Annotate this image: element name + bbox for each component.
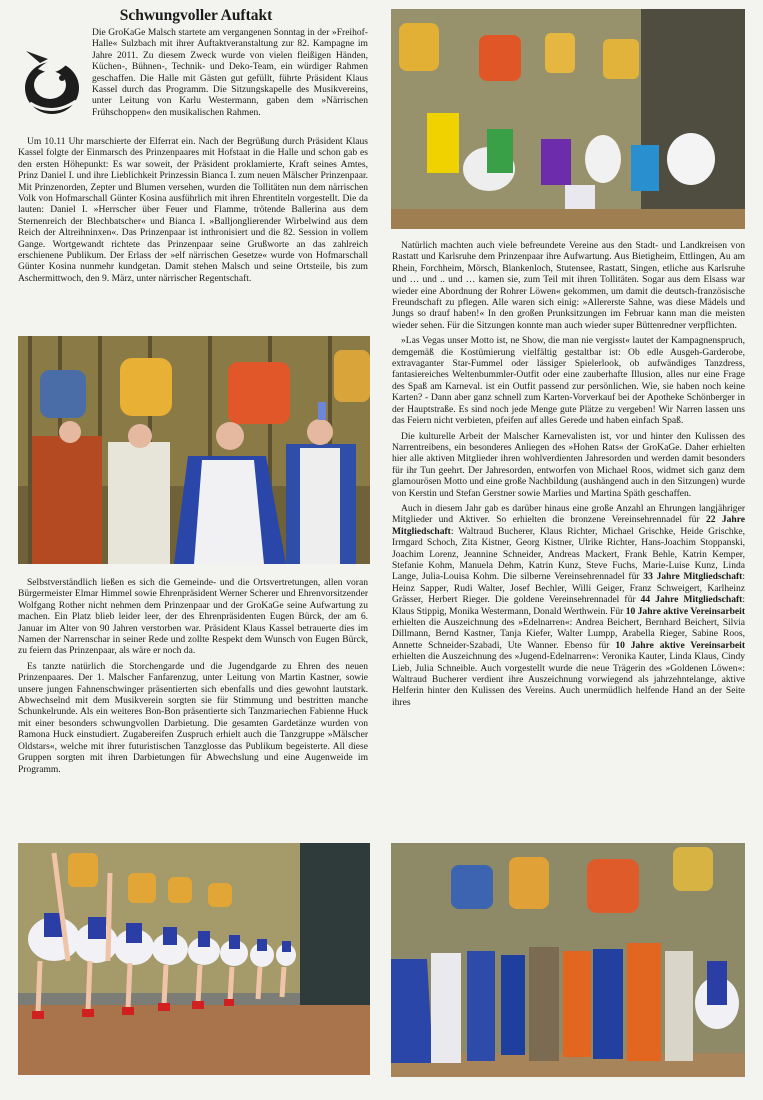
left-column-lower [18,577,368,779]
paragraph-motto: »Las Vegas unser Motto ist, ne Show, die man nie vergisst« lautet der Kampagnenspruch, demgemäß die Kostümierung vielfältig gestaltbar ist: Ob edle Ausgeh-Garderobe, extravaganter Star-Fummel oder lässiger Spielerlook, ob aufwändiges Tanzdress, fantasiereiches Weltenbummler-Outfit oder eine zauberhafte Illusion, alles nur eine Frage des Spaß am Karneval. ist ein Outfit passend zur persönlichen. Wie, sie haben noch keine Karten? - Dann aber ganz schnell zum Karten-Vorverkauf bei der Apotheke Schönberger in der Hauptstraße. Es sind noch jede Menge gute Plätze zu vergeben! Wir Narren lassen uns das Feiern nicht verbieten, pfeifen auf alles Gerede und haben einfach Spaß. [392,335,745,427]
honors-text-6: erhielten die Auszeichnung des »Jugend-Edelnarren«: Veronika Kauter, Linda Klaus, Cindy Lieb, Julia Schneible. Auch vorgestellt wurde die neue Trägerin des »Goldenen Löwen«: Waltraud Bucherer verdient ihre Auszeichnung vorwiegend als jahrzehntelange, aktive Helferin hinter den Kulissen des Vereins. Auch unermüdlich helfende Hand an der Seite ihres [392,651,745,708]
paragraph-honors [392,503,745,708]
paragraph-guests: Selbstverständlich ließen es sich die Gemeinde- und die Ortsvertretungen, allen voran Bürgermeister Elmar Himmel sowie Ehrenpräsident Werner Scherer und Ehrenvorsitzender Wolfgang Rother nicht nehmen dem Prinzenpaar und der GroKaGe seine Aufwartung zu machen. Ein Platz blieb leider leer, der des Ehrenpräsidenten Eugen Bürck, der am 6. Januar im Alter von 90 Jahren verstorben war. Präsident Klaus Kassel betrauerte dies im Namen der Narrenschar in seiner Rede und zollte Respekt dem Wunsch von Eugen Bürck, zu feiern das Prinzenpaar, als wäre er noch da. [18,577,368,657]
paragraph-cultural-work: Die kulturelle Arbeit der Malscher Karnevalisten ist, vor und hinter den Kulissen des Narrentreibens, ein besonderes Anliegen des »Hohen Rats« der GroKaGe. Daher erhielten hier alle aktiven Mitglieder ihren wohlverdienten Jahresorden und werden damit besonders für ihr Tun geehrt. Der Jahresorden, entworfen von Michael Roos, widmet sich ganz dem glamourösen Motto und eine große Nachbildung (aushängend auch in den Sitzungen) wurde von Kerstin und Stefan Gerstner sowie Marlies und Martina Späth geschaffen. [392,430,745,499]
photo-prince-couple [18,336,370,564]
honors-text-2: : Waltraud Bucherer, Klaus Richter, Michael Grischke, Heide Grischke, Irmgard Schoch, Zita Kistner, Georg Kistner, Ulrike Richter, Hans-Joachim Stoppanski, Joachim Lorenz, Jeannine Schneider, Andreas Mackert, Frank Behle, Katrin Kemper, Stefanie Kohm, Manuela Dehm, Katrin Kunz, Steve Fuchs, Marie-Luise Kunz, Linda Lange, Julia-Louisa Kohm. Die silberne Vereinsehrennadel für [392,525,745,583]
club-logo-icon [18,33,84,123]
photo-stage-group [391,9,745,229]
honors-bold-10-years-b: 10 Jahre aktive Vereinsarbeit [615,639,745,651]
right-column-text [392,240,745,712]
honors-bold-33-years: 33 Jahre Mitgliedschaft [643,571,743,583]
honors-text-3: : Heinz Sapper, Rudi Walter, Josef Bechler, Willi Geiger, Franz Schweigert, Karlheinz Grässer, Herbert Rieger. Die goldene Vereinsehrennadel für [392,571,745,606]
intro-paragraph-block [92,27,368,122]
paragraph-proclamation: Um 10.11 Uhr marschierte der Elferrat ein. Nach der Begrüßung durch Präsident Klaus Kassel folgte der Einmarsch des Prinzenpaares mit Hofstaat in die Halle und schon gab es den ersten Höhepunkt: Es war soweit, der Präsident proklamierte, Kraft seines Amtes, Prinz Daniel I. und ihre Lieblichkeit Prinzessin Bianca I. zum neuen Mälscher Prinzenpaar. Mit Prinzenorden, Zepter und Blumen versehen, wurden die Tollitäten nun dem närrischen Volk von Hofmarschall Günter Kosina ausführlich mit ihren Ehrentiteln vorgestellt. Die da lauten: Daniel I. »Herrscher über Feuer und Flamme, trötende Ballerina aus dem Sternenreich der Blechbatscher« und Bianca I. »Balljonglierender Wirbelwind aus dem Reich der Altreihninxen«. Das Prinzenpaar ist inthronisiert und die 82. Session in vollem Gange. Wortgewandt richtete das Prinzenpaar seine Grußworte an das zahlreich erschienene Publikum. Der Erlass der »elf närrischen Gesetze« wurde von Hofmarschall Günter Kosina nunmehr kundgetan. Damit stehen Malsch und seine Ortsteile, bis zum Aschermittwoch, den 9. März, unter närrischer Regentschaft. [18,136,368,284]
photo-guard-dance [18,843,370,1075]
honors-bold-22-years: 22 Jahre Mitgliedschaft [392,514,746,537]
photo-honorees [391,843,745,1077]
article-title: Schwungvoller Auftakt [119,7,273,24]
honors-bold-10-years-a: 10 Jahre aktive Vereinsarbeit [625,605,745,617]
paragraph-associations: Natürlich machten auch viele befreundete Vereine aus den Stadt- und Landkreisen von Rastatt und Karlsruhe dem Prinzenpaar ihre Aufwartung. Aus Bietigheim, Ettlingen, Au am Rhein, Forchheim, Mörsch, Blankenloch, Stutensee, Rastatt, Singen, etliche aus Karlsruhe und … und .. und … kamen sie, zum Teil mit ihren Tollitäten. Sogar aus dem Elsass war wieder eine Abordnung der Rohrer Löwen« gekommen, um damit die deutsch-französische Freundschaft zu pflegen. Alle waren sich einig: »Allererste Sahne, was diese Mädels und Jungs so drauf haben!« In den großen Prunksitzungen im Februar kann man die meisten wieder sehen. Für die Sitzungen konnte man auch wieder super Büttenredner verpflichten. [392,240,745,331]
paragraph-dances: Es tanzte natürlich die Storchengarde und die Jugendgarde zu Ehren des neuen Prinzenpaares. Der 1. Malscher Fanfarenzug, unter Leitung von Martin Kastner, sowie unsere jungen Fahnenschwinger präsentierten sich ebenfalls und dies gewohnt lautstark. Abwechselnd mit dem Musikverein sorgten sie für Stimmung und bestritten manche Schunkelrunde. Als ein weiteres Bon-Bon präsentierte sich Tanzmariechen Fabienne Huck mit einer besonders schwungvollen Darbietung. Die gesamten Gardetänze wurden von Ramona Huck einstudiert. Zugabereifen Zuspruch erhielt auch die Tanzgruppe »Mälscher Oldstars«, welche mit ihrer futuristischen Tanzglosse das Publikum begeisterte. All diese Gruppen sorgten mit ihren Darbietungen für Abwechslung und eine Augenweide im Programm. [18,660,368,775]
honors-text-1: Auch in diesem Jahr gab es darüber hinaus eine große Anzahl an Ehrungen langjähriger Mitglieder und Aktiver. So erhielten die bronzene Vereinsehrennadel für [392,502,745,526]
intro-paragraph: Die GroKaGe Malsch startete am vergangenen Sonntag in der »Freihof-Halle« Sulzbach mit ihrer Auftaktveranstaltung zur 82. Kampagne im Jahre 2011. Zu diesem Zweck wurde von vielen fleißigen Händen, Küchen-, Bühnen-, Technik- und Deko-Team, ein würdiger Rahmen geschaffen. Die Halle mit Gästen gut gefüllt, führte Präsident Klaus Kassel durch das Programm. Die Sitzungskapelle des Musikvereins, unter Leitung von Karlu Westermann, gaben dem »Närrischen Frühschoppen« den musikalischen Rahmen. [92,27,368,118]
honors-bold-44-years: 44 Jahre Mitgliedschaft [640,594,743,606]
honors-text-5: erhielten die Auszeichnung des »Edelnarren«: Andrea Beichert, Bernhard Beichert, Silvia Dillmann, Bernd Kastner, Tanja Kiefer, Walter Lumpp, Arabella Rieger, Sabine Roos, Annette Schneider-Szabadi, Ute Wanner. Ebenso für [392,617,745,651]
left-column-upper [18,136,368,288]
honors-text-4: : Klaus Stippig, Monika Westermann, Donald Werthwein. Für [392,594,745,617]
